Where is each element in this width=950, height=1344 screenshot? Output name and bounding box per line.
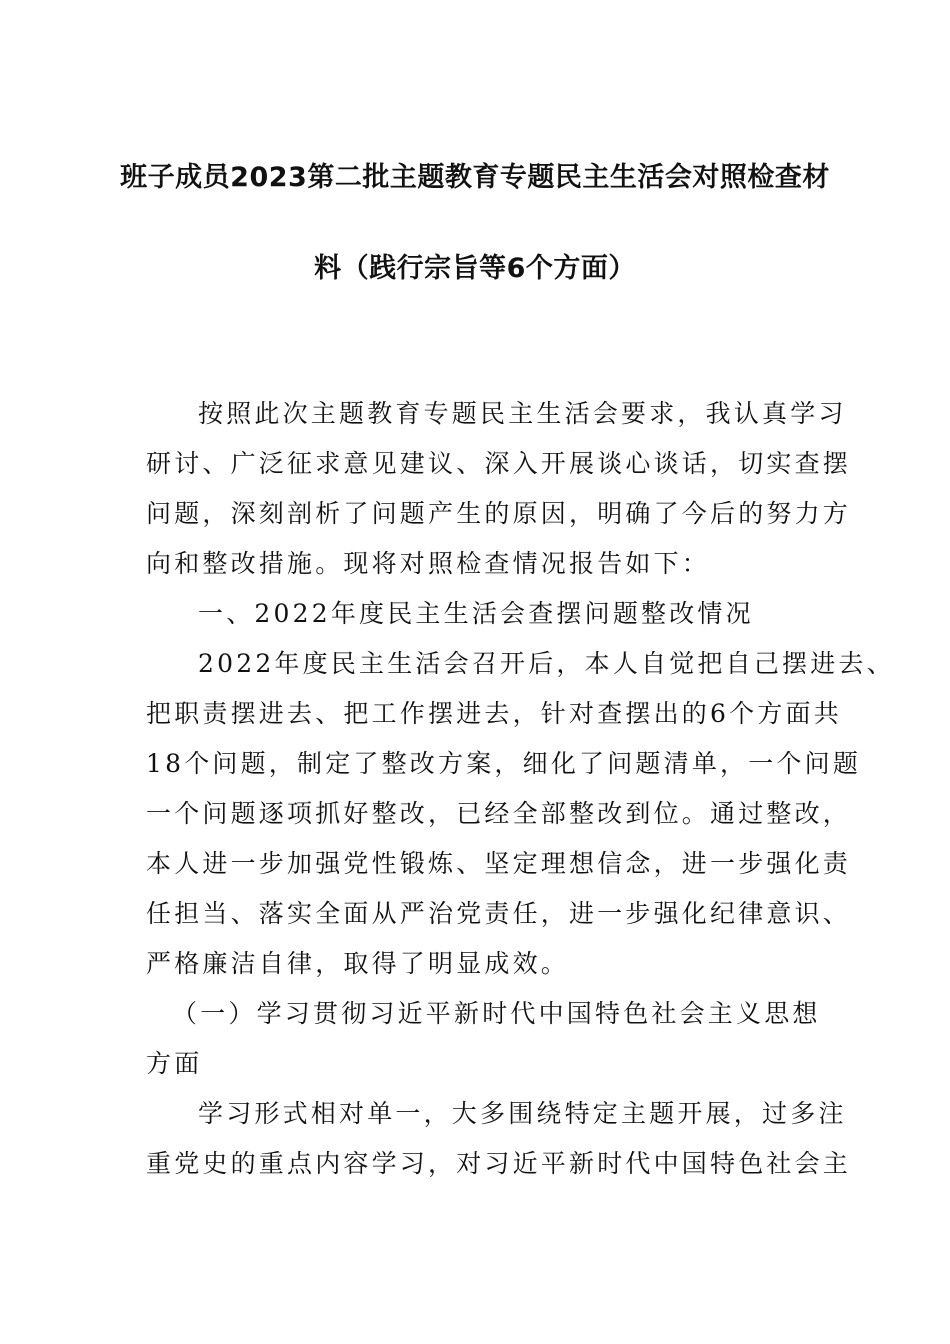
- section-heading: 一、2022年度民主生活会查摆问题整改情况: [198, 599, 754, 628]
- document-title-line-1: 班子成员2023第二批主题教育专题民主生活会对照检查材: [120, 162, 830, 193]
- body-line: 重党史的重点内容学习，对习近平新时代中国特色社会主: [146, 1149, 852, 1178]
- body-line: 按照此次主题教育专题民主生活会要求，我认真学习: [198, 399, 847, 428]
- body-line: 问题，深刻剖析了问题产生的原因，明确了今后的努力方: [146, 499, 852, 528]
- subsection-heading-cont: 方面: [146, 1049, 203, 1078]
- body-line: 把职责摆进去、把工作摆进去，针对查摆出的6个方面共: [146, 699, 842, 728]
- body-line: 一个问题逐项抓好整改，已经全部整改到位。通过整改，: [146, 799, 852, 828]
- body-line: 严格廉洁自律，取得了明显成效。: [146, 949, 570, 978]
- body-line: 任担当、落实全面从严治党责任，进一步强化纪律意识、: [146, 899, 852, 928]
- body-line: 18个问题，制定了整改方案，细化了问题清单，一个问题: [146, 749, 862, 778]
- body-line: 本人进一步加强党性锻炼、坚定理想信念，进一步强化责: [146, 849, 852, 878]
- body-line: 学习形式相对单一，大多围绕特定主题开展，过多注: [198, 1099, 847, 1128]
- subsection-heading: （一）学习贯彻习近平新时代中国特色社会主义思想: [172, 999, 821, 1028]
- body-line: 2022年度民主生活会召开后，本人自觉把自己摆进去、: [198, 649, 895, 678]
- body-line: 研讨、广泛征求意见建议、深入开展谈心谈话，切实查摆: [146, 449, 852, 478]
- document-title-line-2: 料（践行宗旨等6个方面）: [314, 253, 636, 284]
- body-line: 向和整改措施。现将对照检查情况报告如下：: [146, 549, 711, 578]
- document-body: [146, 389, 895, 1189]
